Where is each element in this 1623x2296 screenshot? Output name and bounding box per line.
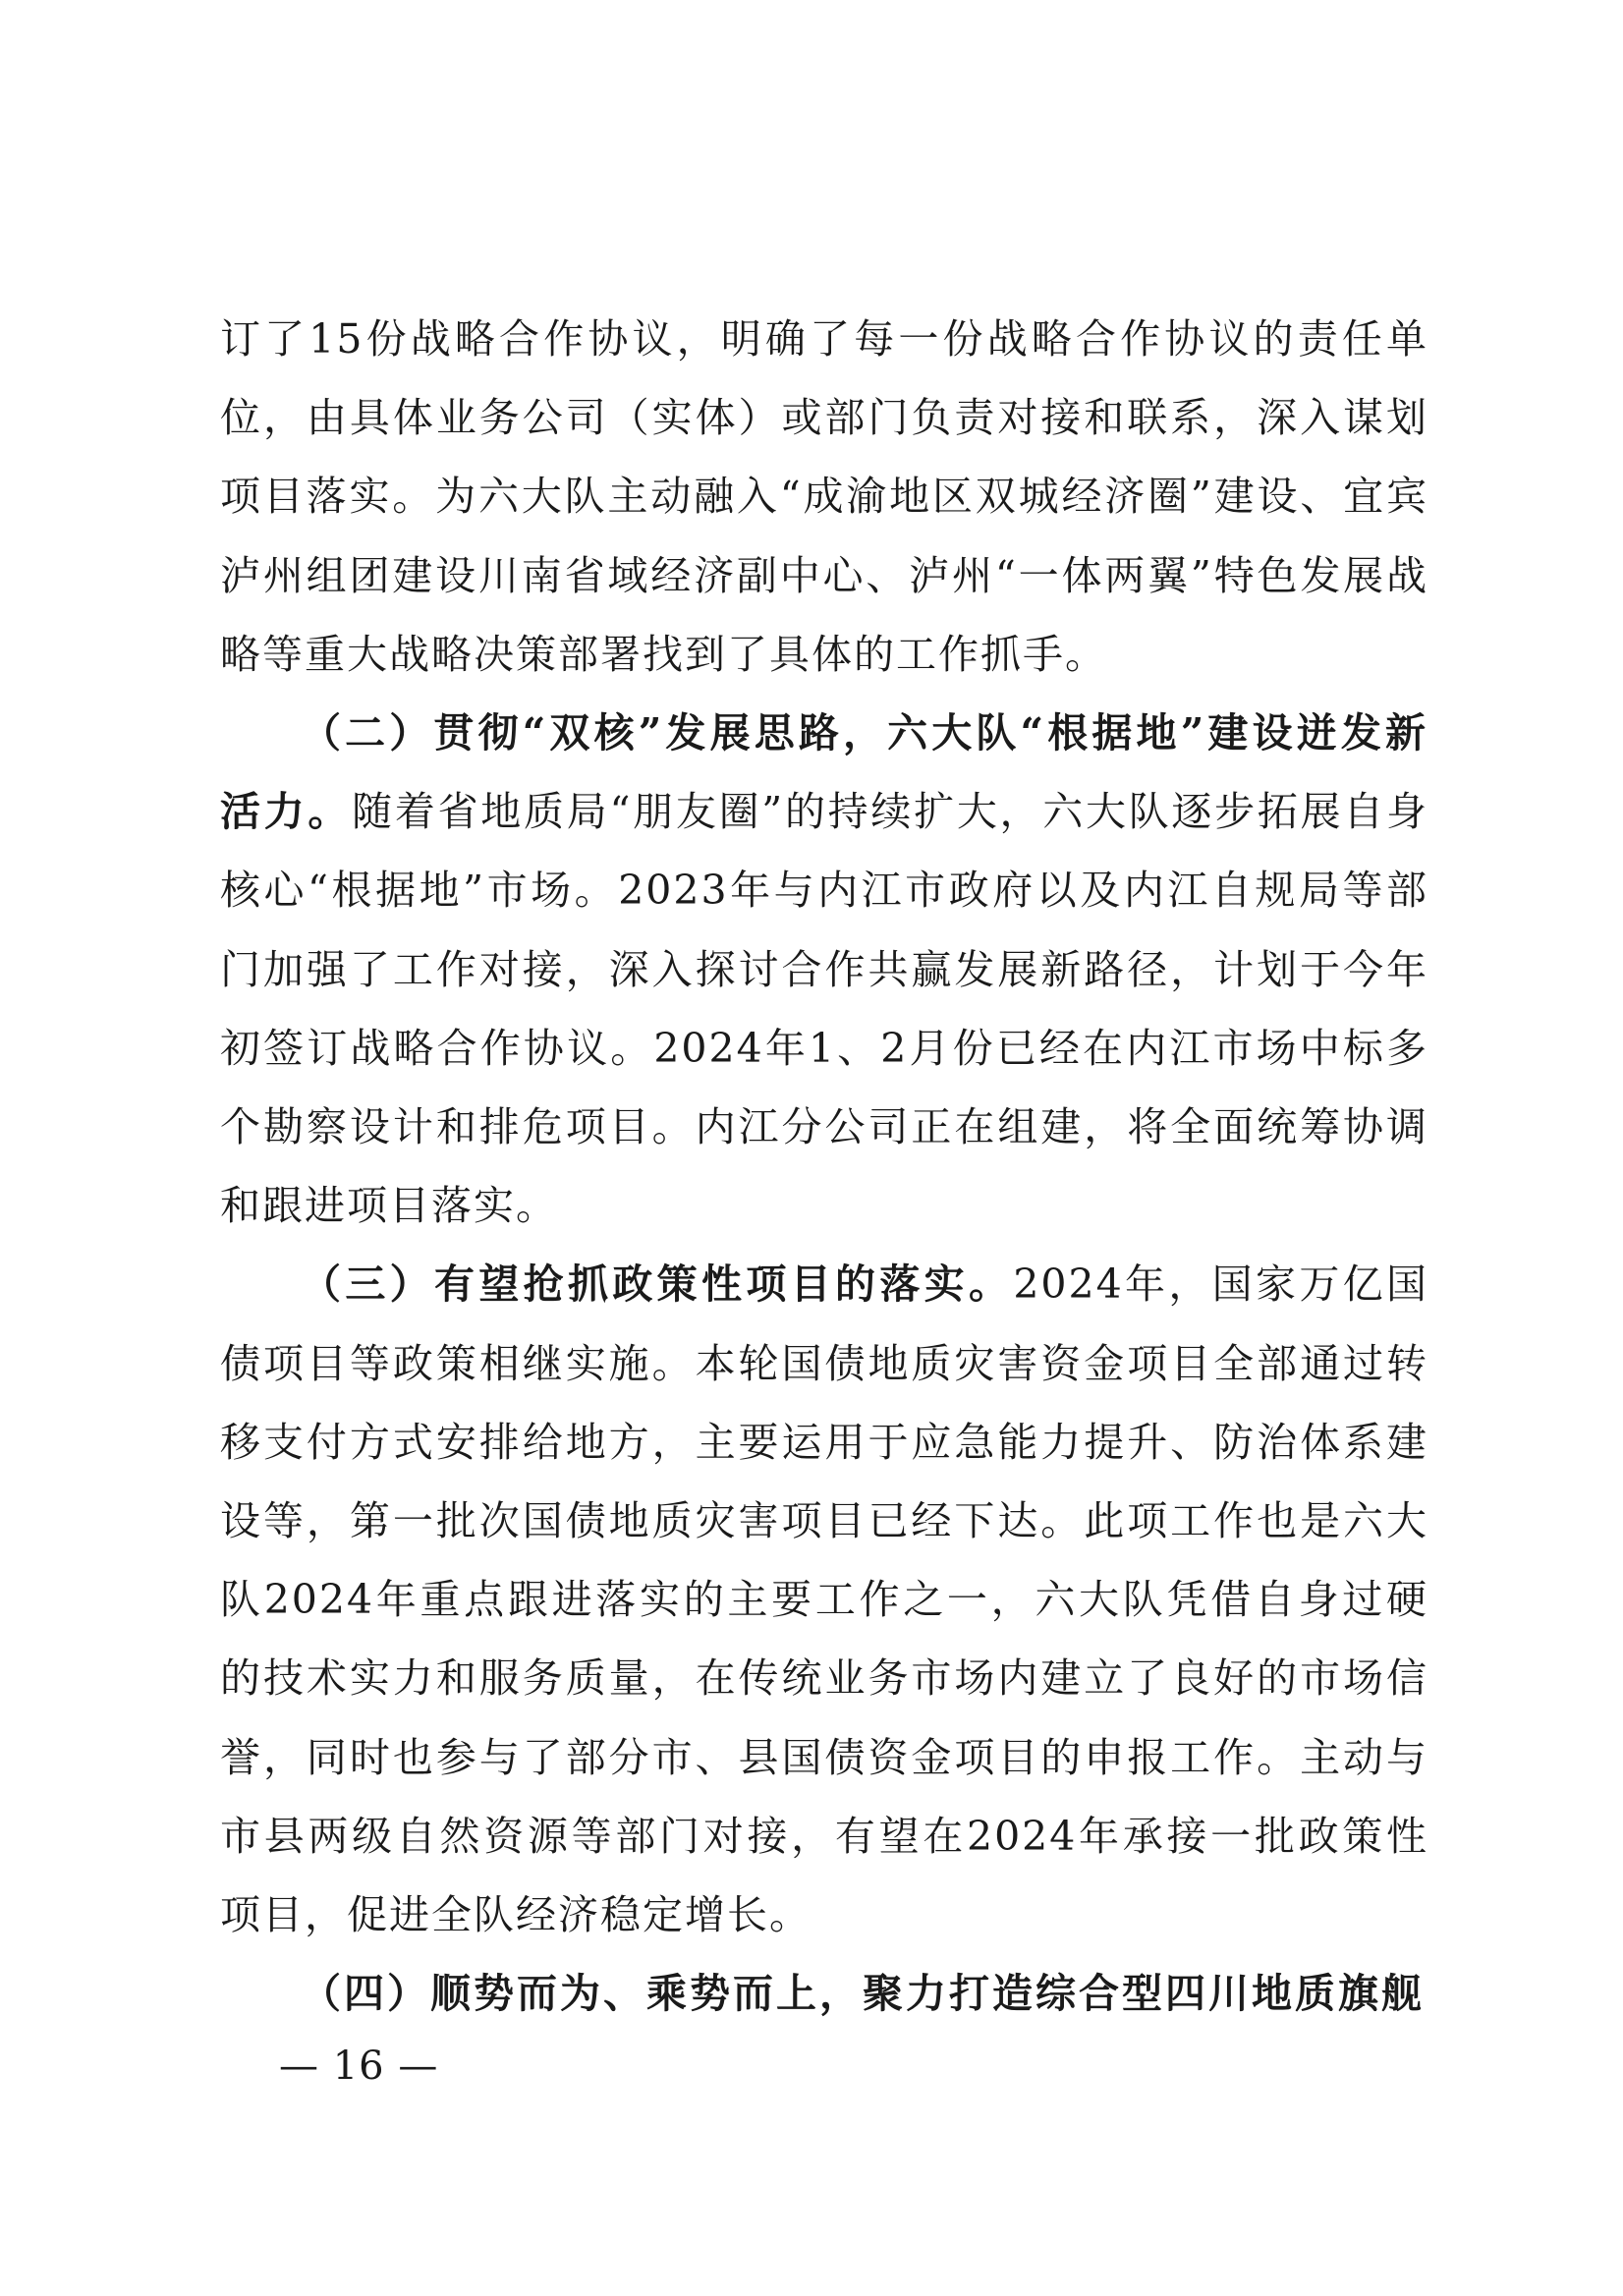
paragraph-1-text: 订了15份战略合作协议，明确了每一份战略合作协议的责任单位，由具体业务公司（实体）或部门负责对接和联系，深入谋划项目落实。为六大队主动融入“成渝地区双城经济圈”建设、宜宾泸州组团建设川南省域经济副中心、泸州“一体两翼”特色发展战略等重大战略决策部署找到了具体的工作抓手。: [220, 315, 1428, 678]
page-number: — 16 —: [279, 2044, 439, 2089]
paragraph-3-text: 2024年，国家万亿国债项目等政策相继实施。本轮国债地质灾害资金项目全部通过转移支付方式安排给地方，主要运用于应急能力提升、防治体系建设等，第一批次国债地质灾害项目已经下达。此项工作也是六大队2024年重点跟进落实的主要工作之一，六大队凭借自身过硬的技术实力和服务质量，在传统业务市场内建立了良好的市场信誉，同时也参与了部分市、县国债资金项目的申报工作。主动与市县两级自然资源等部门对接，有望在2024年承接一批政策性项目，促进全队经济稳定增长。: [220, 1260, 1428, 1939]
section-heading-2: （二）贯彻“双核”发展思路，六大队“根据地”建设迸发新活力。: [220, 709, 1428, 836]
section-heading-3: （三）有望抢抓政策性项目的落实。: [301, 1260, 1014, 1309]
body-text: [220, 300, 1428, 2033]
paragraph-2-text: 随着省地质局“朋友圈”的持续扩大，六大队逐步拓展自身核心“根据地”市场。2023年与内江市政府以及内江自规局等部门加强了工作对接，深入探讨合作共赢发展新路径，计划于今年初签订战略合作协议。2024年1、2月份已经在内江市场中标多个勘察设计和排危项目。内江分公司正在组建，将全面统筹协调和跟进项目落实。: [220, 788, 1429, 1230]
paragraph-2: [220, 694, 1428, 1245]
section-heading-4: （四）顺势而为、乘势而上，聚力打造综合型四川地质旗舰: [301, 1970, 1425, 2018]
paragraph-4: [220, 1954, 1428, 2033]
paragraph-3: [220, 1245, 1428, 1954]
paragraph-1: [220, 300, 1428, 694]
